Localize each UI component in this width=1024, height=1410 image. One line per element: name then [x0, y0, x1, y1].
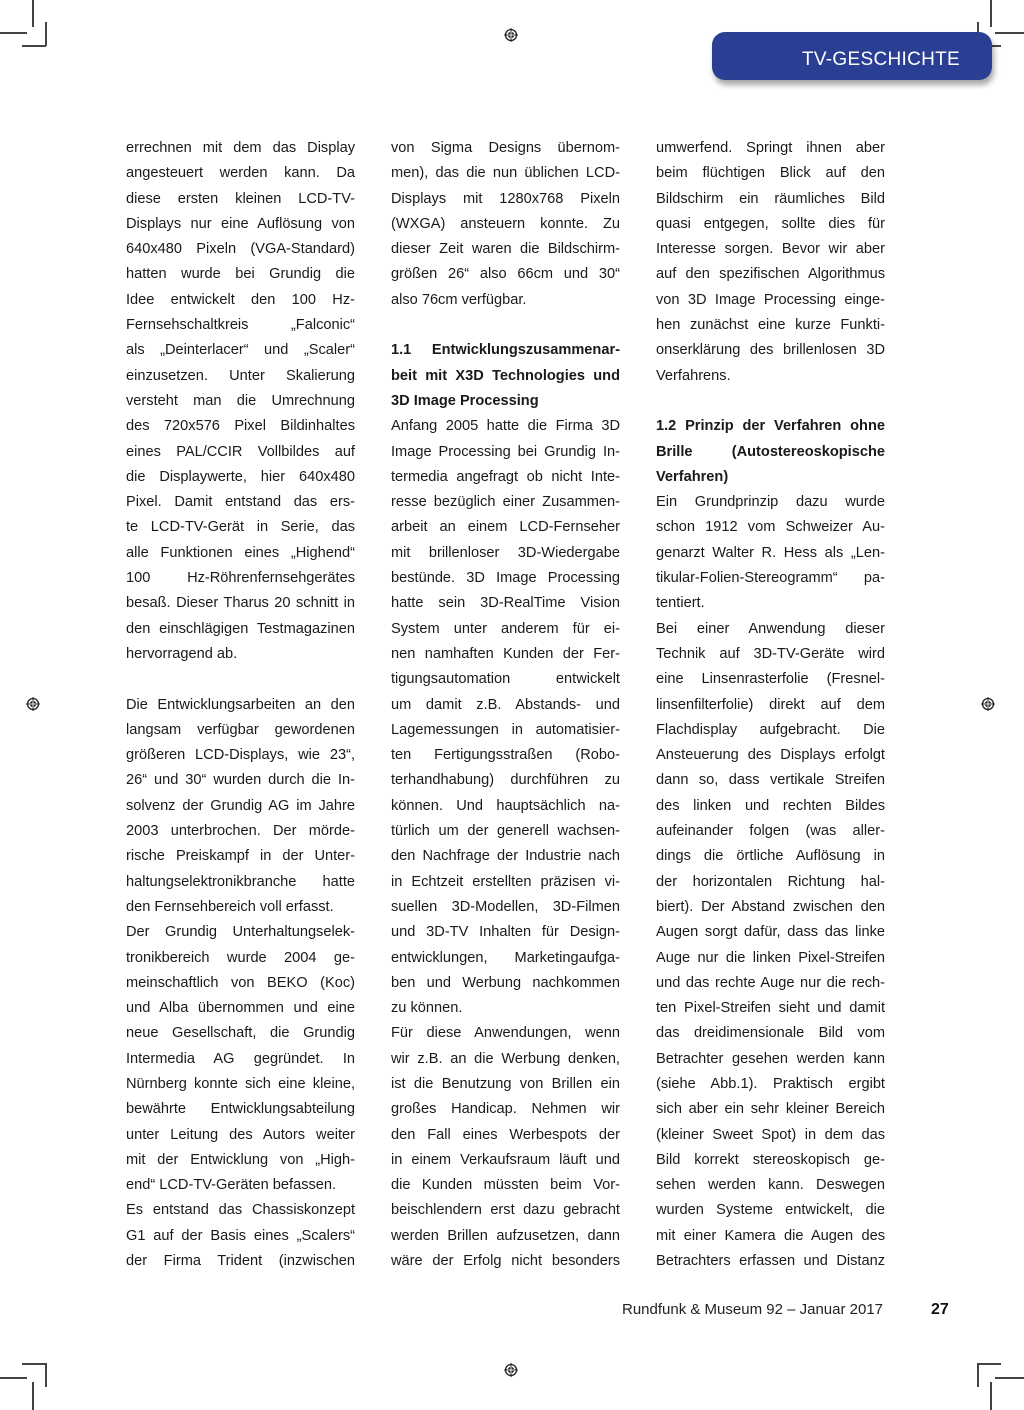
- registration-mark-right-icon: [981, 697, 995, 711]
- section-heading-line: Brille (Autostereoskopische: [656, 443, 885, 460]
- body-text-line: Displays mit 1280x768 Pixeln: [391, 190, 620, 207]
- body-text-line: linsenfilterfolie) direkt auf dem: [656, 696, 885, 713]
- body-text-line: wäre der Erfolg nicht besonders: [391, 1253, 620, 1270]
- body-text-line: suellen 3D-Modellen, 3D-Filmen: [391, 898, 620, 915]
- body-text-line: Bildschirm ein räumliches Bild: [656, 190, 885, 207]
- body-text-line: den Fernsehbereich voll erfasst.: [126, 898, 334, 915]
- body-text-line: solvenz der Grundig AG im Jahre: [126, 797, 355, 814]
- body-text-line: Ein Grundprinzip dazu wurde: [656, 494, 885, 511]
- body-text-line: beischlendern erst dazu gebracht: [391, 1202, 620, 1219]
- body-text-line: hen zunächst eine kurze Funkti-: [656, 317, 885, 334]
- body-text-line: größen 26“ also 66cm und 30“: [391, 266, 620, 283]
- body-text-line: tronikbereich wurde 2004 ge-: [126, 949, 355, 966]
- crop-mark-bottom-left-inner: [45, 1363, 47, 1387]
- body-text-line: Lagemessungen in automatisier-: [391, 721, 620, 738]
- page-number: 27: [931, 1301, 949, 1318]
- crop-mark-top-right: [990, 0, 992, 27]
- body-text-line: Betrachters erfassen und Distanz: [656, 1253, 885, 1270]
- section-label: TV-GESCHICHTE: [801, 49, 960, 70]
- paragraph-gap: [126, 667, 355, 692]
- body-text-line: zu können.: [391, 1000, 463, 1017]
- body-text-line: 640x480 Pixeln (VGA-Standard): [126, 241, 355, 258]
- body-text-line: aufeinander folgen (was aller-: [656, 823, 885, 840]
- body-text-line: 100 Hz-Röhrenfernsehgerätes: [126, 570, 355, 587]
- body-text-line: also 76cm verfügbar.: [391, 291, 527, 308]
- body-text-line: entwicklungen, Marketingaufga-: [391, 949, 620, 966]
- crop-mark-top-left-inner: [22, 45, 46, 47]
- body-text-line: das dreidimensionale Bild vom: [656, 1025, 885, 1042]
- body-text-line: umwerfend. Springt ihnen aber: [656, 140, 885, 156]
- body-text-line: Technik auf 3D-TV-Geräte wird: [656, 645, 885, 662]
- body-text-line: quasi entgegen, sollte dies für: [656, 215, 885, 232]
- body-text-line: Bei einer Anwendung dieser: [656, 620, 885, 637]
- body-text-line: eines PAL/CCIR Vollbildes auf: [126, 443, 355, 460]
- body-text-line: Idee entwickelt den 100 Hz-: [126, 291, 355, 308]
- section-banner: [712, 32, 992, 80]
- body-text-line: Pixel. Damit entstand das ers-: [126, 494, 355, 511]
- body-text-line: versteht man die Umrechnung: [126, 392, 355, 409]
- body-text-line: von Sigma Designs übernom-: [391, 140, 620, 156]
- body-text-line: und Alba übernommen und eine: [126, 1000, 355, 1017]
- body-text-line: Ansteuerung des Displays erfolgt: [656, 747, 885, 764]
- body-text-line: sich aber ein sehr kleiner Bereich: [656, 1101, 885, 1118]
- body-text-line: meinschaftlich von BEKO (Koc): [126, 974, 355, 991]
- body-text-line: der horizontalen Richtung hal-: [656, 873, 885, 890]
- body-text-line: te LCD-TV-Gerät in Serie, das: [126, 519, 355, 536]
- crop-mark-bottom-left-inner: [22, 1363, 46, 1365]
- body-text-line: unter Leitung des Autors weiter: [126, 1126, 355, 1143]
- body-text-line: ten Pixel-Streifen sieht und damit: [656, 1000, 885, 1017]
- body-text-line: in Echtzeit erstellten präzisen vi-: [391, 873, 620, 890]
- section-heading-line: 3D Image Processing: [391, 392, 539, 409]
- body-text-line: großes Handicap. Nehmen wir: [391, 1101, 620, 1118]
- body-text-line: haltungselektronikbranche hatte: [126, 873, 355, 890]
- body-text-line: Es entstand das Chassiskonzept: [126, 1202, 355, 1219]
- body-text-line: mit der Entwicklung von „High-: [126, 1151, 355, 1168]
- body-text-line: rische Preiskampf in der Unter-: [126, 848, 355, 865]
- crop-mark-top-left-inner: [45, 22, 47, 46]
- body-text-line: angesteuert werden kann. Da: [126, 165, 355, 182]
- body-text-line: 26“ und 30“ wurden durch die In-: [126, 772, 355, 789]
- body-text-line: men), das die nun üblichen LCD-: [391, 165, 620, 182]
- body-text-line: 2003 unterbrochen. Der mörde-: [126, 823, 355, 840]
- registration-mark-bottom-icon: [504, 1363, 518, 1377]
- body-text-line: nen namhaften Kunden der Fer-: [391, 645, 620, 662]
- body-text-line: tikular-Folien-Stereogramm“ pa-: [656, 570, 885, 587]
- text-column-3: [656, 136, 885, 1274]
- body-text-line: und das rechte Auge nur die rech-: [656, 974, 885, 991]
- section-heading-line: Verfahren): [656, 468, 729, 485]
- body-text-line: die Kunden müssten beim Vor-: [391, 1177, 620, 1194]
- body-text-line: einzusetzen. Unter Skalierung: [126, 367, 355, 384]
- section-heading-line: 1.1 Entwicklungszusammenar-: [391, 342, 620, 359]
- body-text-line: Fernsehschaltkreis „Falconic“: [126, 317, 355, 334]
- body-text-line: um damit z.B. Abstands- und: [391, 696, 620, 713]
- body-text-line: resse bezüglich einer Zusammen-: [391, 494, 620, 511]
- body-text-line: terhandhabung) durchführen zu: [391, 772, 620, 789]
- body-text-line: Image Processing bei Grundig In-: [391, 443, 620, 460]
- section-heading-line: beit mit X3D Technologies und: [391, 367, 620, 384]
- body-text-line: können. Und hauptsächlich na-: [391, 797, 620, 814]
- body-text-line: Bild korrekt stereoskopisch ge-: [656, 1151, 885, 1168]
- body-text-line: auf den spezifischen Algorithmus: [656, 266, 885, 283]
- body-text-line: die Displaywerte, hier 640x480: [126, 468, 355, 485]
- crop-mark-bottom-left: [0, 1377, 27, 1379]
- body-text-line: (WXGA) ansteuern konnte. Zu: [391, 215, 620, 232]
- crop-mark-bottom-right-inner: [977, 1363, 979, 1387]
- crop-mark-top-left: [0, 32, 27, 34]
- body-text-line: Auge nur die linken Pixel-Streifen: [656, 949, 885, 966]
- crop-mark-top-right: [995, 32, 1024, 34]
- body-text-line: Betrachter gesehen werden kann: [656, 1050, 885, 1067]
- section-heading-line: 1.2 Prinzip der Verfahren ohne: [656, 418, 885, 435]
- body-text-line: der Firma Trident (inzwischen: [126, 1253, 355, 1270]
- body-text-line: bestünde. 3D Image Processing: [391, 570, 620, 587]
- crop-mark-bottom-right: [990, 1382, 992, 1410]
- body-text-line: ist die Benutzung von Brillen ein: [391, 1075, 620, 1092]
- registration-mark-top-icon: [504, 28, 518, 42]
- body-text-line: beim flüchtigen Blick auf den: [656, 165, 885, 182]
- body-text-line: den Fall eines Werbespots der: [391, 1126, 620, 1143]
- body-text-line: schon 1912 vom Schweizer Au-: [656, 519, 885, 536]
- body-text-line: hatte sein 3D-RealTime Vision: [391, 595, 620, 612]
- body-text-line: mit einer Kamera die Augen des: [656, 1227, 885, 1244]
- body-text-line: Flachdisplay aufgebracht. Die: [656, 721, 885, 738]
- body-text-line: langsam verfügbar gewordenen: [126, 721, 355, 738]
- crop-mark-top-left: [32, 0, 34, 27]
- paragraph-gap: [391, 313, 620, 338]
- body-text-line: Nürnberg konnte sich eine kleine,: [126, 1075, 355, 1092]
- body-text-line: termedia angefragt ob nicht Inte-: [391, 468, 620, 485]
- text-column-1: [126, 136, 355, 1274]
- publication-footer: Rundfunk & Museum 92 – Januar 2017: [622, 1301, 883, 1318]
- body-text-line: genarzt Walter R. Hess als „Len-: [656, 544, 885, 561]
- body-text-line: bewährte Entwicklungsabteilung: [126, 1101, 355, 1118]
- text-column-2: [391, 136, 620, 1274]
- body-text-line: dann so, dass vertikale Streifen: [656, 772, 885, 789]
- body-text-line: mit brillenloser 3D-Wiedergabe: [391, 544, 620, 561]
- body-text-line: wir z.B. an die Werbung denken,: [391, 1050, 620, 1067]
- body-text-line: (siehe Abb.1). Praktisch ergibt: [656, 1075, 885, 1092]
- body-text-line: ten Fertigungsstraßen (Robo-: [391, 747, 620, 764]
- body-text-line: wurden Systeme entwickelt, die: [656, 1202, 885, 1219]
- body-text-line: Die Entwicklungsarbeiten an den: [126, 696, 355, 713]
- body-text-line: von 3D Image Processing einge-: [656, 291, 885, 308]
- body-text-line: neue Gesellschaft, die Grundig: [126, 1025, 355, 1042]
- body-text-line: ben und Werbung nachkommen: [391, 974, 620, 991]
- body-text-line: sehen werden kann. Deswegen: [656, 1177, 885, 1194]
- body-text-line: diese ersten kleinen LCD-TV-: [126, 190, 355, 207]
- body-text-line: den einschlägigen Testmagazinen: [126, 620, 355, 637]
- body-text-line: besaß. Dieser Tharus 20 schnitt in: [126, 595, 355, 612]
- body-text-line: als „Deinterlacer“ und „Scaler“: [126, 342, 355, 359]
- crop-mark-bottom-right-inner: [977, 1363, 1001, 1365]
- body-text-line: tentiert.: [656, 595, 705, 612]
- body-text-line: werden Brillen aufzusetzen, dann: [391, 1227, 620, 1244]
- body-text-line: hervorragend ab.: [126, 645, 238, 662]
- body-text-line: errechnen mit dem das Display: [126, 140, 355, 156]
- body-text-line: größeren LCD-Displays, wie 23“,: [126, 747, 355, 764]
- body-text-line: dings die örtliche Auflösung in: [656, 848, 885, 865]
- body-text-line: des linken und rechten Bildes: [656, 797, 885, 814]
- body-text-line: Displays nur eine Auflösung von: [126, 215, 355, 232]
- body-text-line: System unter anderem für ei-: [391, 620, 620, 637]
- body-text-line: und 3D-TV Inhalten für Design-: [391, 924, 620, 941]
- body-text-line: Intermedia AG gegründet. In: [126, 1050, 355, 1067]
- body-text-line: tigungsautomation entwickelt: [391, 671, 620, 688]
- body-text-line: (kleiner Sweet Spot) in dem das: [656, 1126, 885, 1143]
- crop-mark-bottom-left: [32, 1382, 34, 1410]
- body-text-line: onserklärung des brillenlosen 3D: [656, 342, 885, 359]
- body-text-line: G1 auf der Basis eines „Scalers“: [126, 1227, 355, 1244]
- body-text-line: eine Linsenrasterfolie (Fresnel-: [656, 671, 885, 688]
- body-text-line: türlich um der generell wachsen-: [391, 823, 620, 840]
- body-text-line: biert). Der Abstand zwischen den: [656, 898, 885, 915]
- body-text-line: den Nachfrage der Industrie nach: [391, 848, 620, 865]
- crop-mark-bottom-right: [995, 1377, 1024, 1379]
- body-text-line: Für diese Anwendungen, wenn: [391, 1025, 620, 1042]
- registration-mark-left-icon: [26, 697, 40, 711]
- body-text-line: in einem Verkaufsraum läuft und: [391, 1151, 620, 1168]
- body-text-line: des 720x576 Pixel Bildinhaltes: [126, 418, 355, 435]
- body-text-line: arbeit an einem LCD-Fernseher: [391, 519, 620, 536]
- body-text-line: Interesse sorgen. Bevor wir aber: [656, 241, 885, 258]
- body-text-line: Augen sorgt dafür, dass das linke: [656, 924, 885, 941]
- paragraph-gap: [656, 389, 885, 414]
- body-text-line: end“ LCD-TV-Geräten befassen.: [126, 1177, 337, 1194]
- body-text-line: Verfahrens.: [656, 367, 731, 384]
- body-text-line: alle Funktionen eines „Highend“: [126, 544, 355, 561]
- body-text-line: Der Grundig Unterhaltungselek-: [126, 924, 355, 941]
- body-text-line: Anfang 2005 hatte die Firma 3D: [391, 418, 620, 435]
- body-text-line: hatten wurde bei Grundig die: [126, 266, 355, 283]
- body-text-line: dieser Zeit waren die Bildschirm-: [391, 241, 620, 258]
